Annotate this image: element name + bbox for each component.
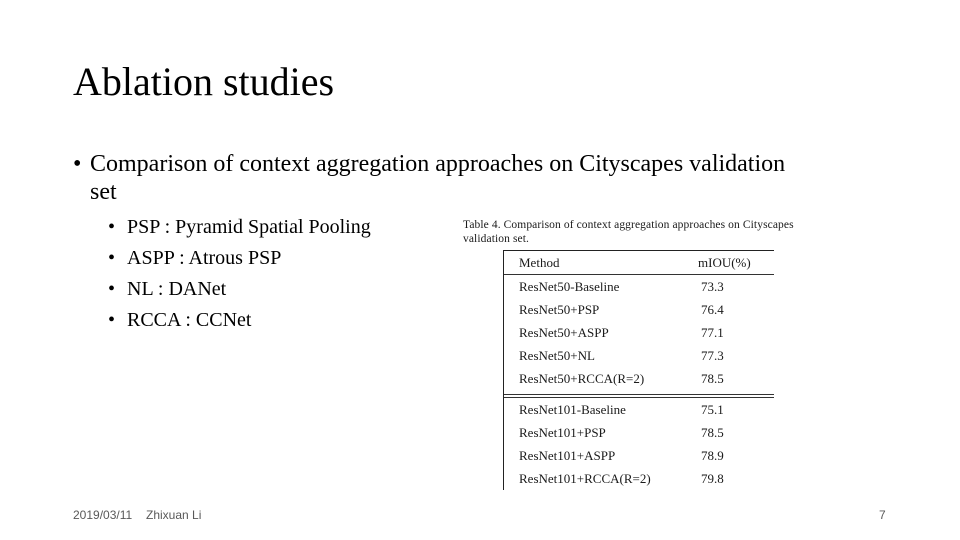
sub-bullet-text: ASPP : Atrous PSP — [127, 247, 282, 269]
miou-cell: 73.3 — [701, 279, 724, 294]
table-row — [504, 398, 774, 421]
results-table — [503, 250, 774, 490]
main-bullet-text: Comparison of context aggregation approaches on Cityscapes validation set — [90, 151, 786, 205]
table-header-row — [504, 251, 774, 274]
table-rule — [504, 394, 774, 395]
sub-bullet-item — [108, 212, 371, 243]
miou-cell: 79.8 — [701, 471, 724, 486]
miou-cell: 78.9 — [701, 448, 724, 463]
method-cell: ResNet50+NL — [519, 348, 595, 363]
footer-date: 2019/03/11 — [73, 508, 133, 522]
sub-bullet-item — [108, 243, 371, 274]
miou-cell: 78.5 — [701, 371, 724, 386]
table-row — [504, 275, 774, 298]
bullet-dot: • — [108, 247, 116, 269]
method-cell: ResNet50-Baseline — [519, 279, 620, 294]
table-row — [504, 467, 774, 490]
main-bullet — [73, 150, 813, 206]
sub-bullet-item — [108, 305, 371, 336]
bullet-dot: • — [108, 278, 116, 300]
table-caption: Table 4. Comparison of context aggregation approaches on Cityscapes validation set. — [463, 219, 794, 245]
miou-cell: 78.5 — [701, 425, 724, 440]
header-method: Method — [519, 255, 560, 270]
miou-cell: 76.4 — [701, 302, 724, 317]
table-row — [504, 421, 774, 444]
method-cell: ResNet101+RCCA(R=2) — [519, 471, 651, 486]
page-number: 7 — [879, 508, 886, 522]
method-cell: ResNet50+PSP — [519, 302, 600, 317]
sub-bullet-text: RCCA : CCNet — [127, 309, 252, 331]
method-cell: ResNet101-Baseline — [519, 402, 626, 417]
table-row — [504, 367, 774, 390]
method-cell: ResNet50+ASPP — [519, 325, 609, 340]
sub-bullet-list — [108, 212, 371, 336]
miou-cell: 77.3 — [701, 348, 724, 363]
slide-title: Ablation studies — [73, 59, 335, 104]
table-row — [504, 321, 774, 344]
bullet-dot: • — [108, 216, 116, 238]
footer-author: Zhixuan Li — [146, 508, 202, 522]
results-table-figure — [461, 214, 817, 486]
table-row — [504, 344, 774, 367]
bullet-dot: • — [108, 309, 116, 331]
sub-bullet-text: PSP : Pyramid Spatial Pooling — [127, 216, 371, 238]
table-row — [504, 444, 774, 467]
miou-cell: 77.1 — [701, 325, 724, 340]
sub-bullet-item — [108, 274, 371, 305]
table-row — [504, 298, 774, 321]
miou-cell: 75.1 — [701, 402, 724, 417]
method-cell: ResNet101+ASPP — [519, 448, 616, 463]
header-miou: mIOU(%) — [698, 255, 751, 270]
method-cell: ResNet101+PSP — [519, 425, 606, 440]
method-cell: ResNet50+RCCA(R=2) — [519, 371, 645, 386]
sub-bullet-text: NL : DANet — [127, 278, 227, 300]
bullet-dot: • — [73, 151, 82, 177]
